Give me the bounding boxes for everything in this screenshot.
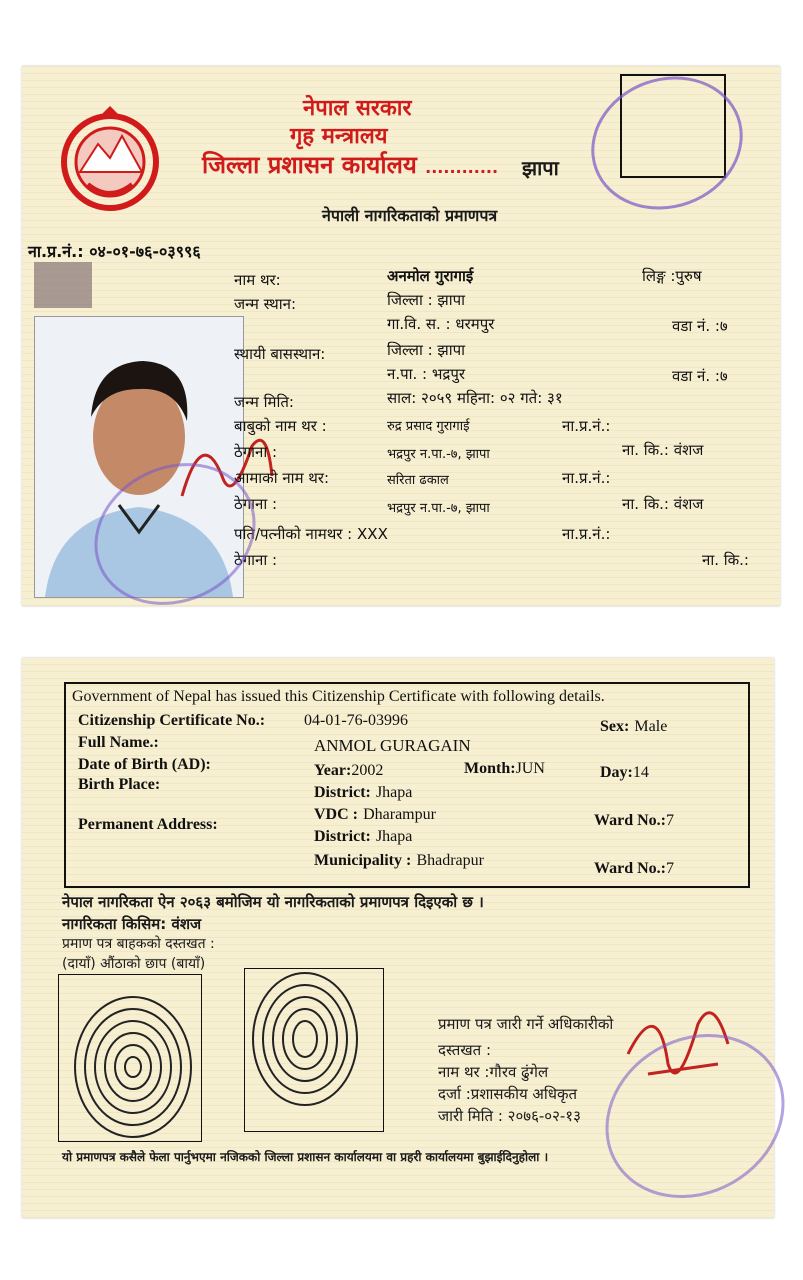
cert-no-label: Citizenship Certificate No.: <box>78 712 266 729</box>
mother-address: भद्रपुर न.पा.-७, झापा <box>387 501 490 516</box>
sex-value: Male <box>634 718 668 735</box>
spouse-citizenship-type: ना. कि.: <box>702 551 749 569</box>
father-address: भद्रपुर न.पा.-७, झापा <box>387 447 490 462</box>
year-field <box>314 760 383 780</box>
pa-district-value: Jhapa <box>375 828 413 845</box>
stamp-smudge <box>34 262 92 308</box>
father-value: रुद्र प्रसाद गुरागाई <box>387 419 470 434</box>
mother-cert-no: ना.प्र.नं.: <box>562 469 611 487</box>
day-label: Day: <box>600 764 633 781</box>
mother-label: आमाको नाम थर: <box>234 469 330 487</box>
address-district: जिल्ला : झापा <box>387 341 466 359</box>
gender-value: लिङ्ग :पुरुष <box>642 267 702 285</box>
year-label: Year: <box>314 762 352 779</box>
return-notice: यो प्रमाणपत्र कसैले फेला पार्नुभएमा नजिकको जिल्ला प्रशासन कार्यालयमा वा प्रहरी कार्यालयमा बुझाईदिनुहोला । <box>62 1150 549 1164</box>
issuer-title: प्रमाण पत्र जारी गर्ने अधिकारीको <box>438 1015 614 1033</box>
spouse-label <box>234 524 388 544</box>
mother-value: सरिता ढकाल <box>387 473 449 488</box>
bp-vdc-field <box>314 804 436 824</box>
pa-municipality-value: Bhadrapur <box>416 852 484 869</box>
thumbprint-label: (दायाँ) औंठाको छाप (बायाँ) <box>62 956 206 972</box>
pa-ward-field <box>594 858 674 878</box>
certificate-number: ना.प्र.नं.: ०४-०१-७६-०३९९६ <box>28 242 201 261</box>
issuer-rank: दर्जा :प्रशासकीय अधिकृत <box>438 1085 578 1103</box>
header-dots: ............ <box>425 158 499 177</box>
mother-address-label: ठेगाना : <box>234 495 278 513</box>
address-municipality: न.पा. : भद्रपुर <box>387 365 466 383</box>
holder-signature-label: प्रमाण पत्र बाहकको दस्तखत : <box>62 936 215 952</box>
official-seal-icon <box>575 1002 803 1230</box>
bp-district-field <box>314 782 412 802</box>
birthplace-district: जिल्ला : झापा <box>387 291 466 309</box>
mother-citizenship-type: ना. कि.: वंशज <box>622 495 704 513</box>
issuer-name: नाम थर :गौरव ढुंगेल <box>438 1063 549 1081</box>
bp-vdc-value: Dharampur <box>363 806 436 823</box>
birthplace-label: जन्म स्थान: <box>234 295 297 313</box>
father-address-label: ठेगाना : <box>234 443 278 461</box>
header-district: झापा <box>522 156 559 180</box>
birthplace-ward: वडा नं. :७ <box>672 317 728 335</box>
father-label: बाबुको नाम थर : <box>234 417 327 435</box>
pa-district-label: District: <box>314 828 371 845</box>
dob-ad-label: Date of Birth (AD): <box>78 756 211 773</box>
birth-place-label: Birth Place: <box>78 776 161 793</box>
right-thumbprint-box <box>58 974 202 1142</box>
nepal-emblem-icon <box>58 106 162 216</box>
month-field <box>464 758 545 778</box>
intro-text: Government of Nepal has issued this Citizenship Certificate with following details. <box>72 688 605 705</box>
pa-ward-label: Ward No.: <box>594 860 666 877</box>
dob-value: साल: २०५९ महिना: ०२ गते: ३१ <box>387 389 563 407</box>
bp-vdc-label: VDC : <box>314 806 358 823</box>
header-government: नेपाल सरकार <box>303 96 412 121</box>
birthplace-vdc: गा.वि. स. : धरमपुर <box>387 315 495 333</box>
citizenship-type: नागरिकता किसिम: वंशज <box>62 915 202 933</box>
spouse-label-text: पति/पत्नीको नामथर : <box>234 525 353 543</box>
permanent-address-label: Permanent Address: <box>78 816 218 833</box>
bp-ward-value: 7 <box>666 812 674 829</box>
month-label: Month: <box>464 760 516 777</box>
header-office <box>202 148 498 181</box>
father-cert-no: ना.प्र.नं.: <box>562 417 611 435</box>
spouse-address-label: ठेगाना : <box>234 551 278 569</box>
address-label: स्थायी बासस्थान: <box>234 345 326 363</box>
header-office-name: जिल्ला प्रशासन कार्यालय <box>202 151 417 179</box>
bp-district-label: District: <box>314 784 371 801</box>
full-name-value: ANMOL GURAGAIN <box>314 736 471 755</box>
fingerprint-icon <box>59 975 201 1141</box>
full-name-label: Full Name.: <box>78 734 159 751</box>
sex-label: Sex: <box>600 718 630 735</box>
dob-label: जन्म मिति: <box>234 393 294 411</box>
cert-no-value: 04-01-76-03996 <box>304 712 408 729</box>
pa-municipality-field <box>314 850 484 870</box>
citizenship-card-front <box>22 66 780 606</box>
spouse-cert-no: ना.प्र.नं.: <box>562 525 611 543</box>
address-ward: वडा नं. :७ <box>672 367 728 385</box>
name-label: नाम थर: <box>234 271 281 289</box>
left-thumbprint-box <box>244 968 384 1132</box>
act-statement: नेपाल नागरिकता ऐन २०६३ बमोजिम यो नागरिकताको प्रमाणपत्र दिइएको छ । <box>62 893 484 911</box>
issue-date: जारी मिति : २०७६-०२-१३ <box>438 1107 581 1125</box>
pa-ward-value: 7 <box>666 860 674 877</box>
office-seal-icon <box>572 56 761 231</box>
certificate-title: नेपाली नागरिकताको प्रमाणपत्र <box>322 206 498 225</box>
bp-ward-label: Ward No.: <box>594 812 666 829</box>
day-field <box>600 762 649 782</box>
father-citizenship-type: ना. कि.: वंशज <box>622 441 704 459</box>
name-value: अनमोल गुरागाई <box>387 267 474 285</box>
year-value: 2002 <box>351 762 384 779</box>
issuer-signature-label: दस्तखत : <box>438 1041 491 1059</box>
day-value: 14 <box>632 764 649 781</box>
bp-ward-field <box>594 810 674 830</box>
sex-field <box>600 716 667 736</box>
citizenship-card-back <box>22 658 774 1218</box>
month-value: JUN <box>515 760 545 777</box>
header-ministry: गृह मन्त्रालय <box>290 124 388 149</box>
fingerprint-icon <box>245 969 383 1131</box>
bp-district-value: Jhapa <box>375 784 413 801</box>
pa-district-field <box>314 826 412 846</box>
spouse-value: XXX <box>357 525 388 543</box>
pa-municipality-label: Municipality : <box>314 852 412 869</box>
